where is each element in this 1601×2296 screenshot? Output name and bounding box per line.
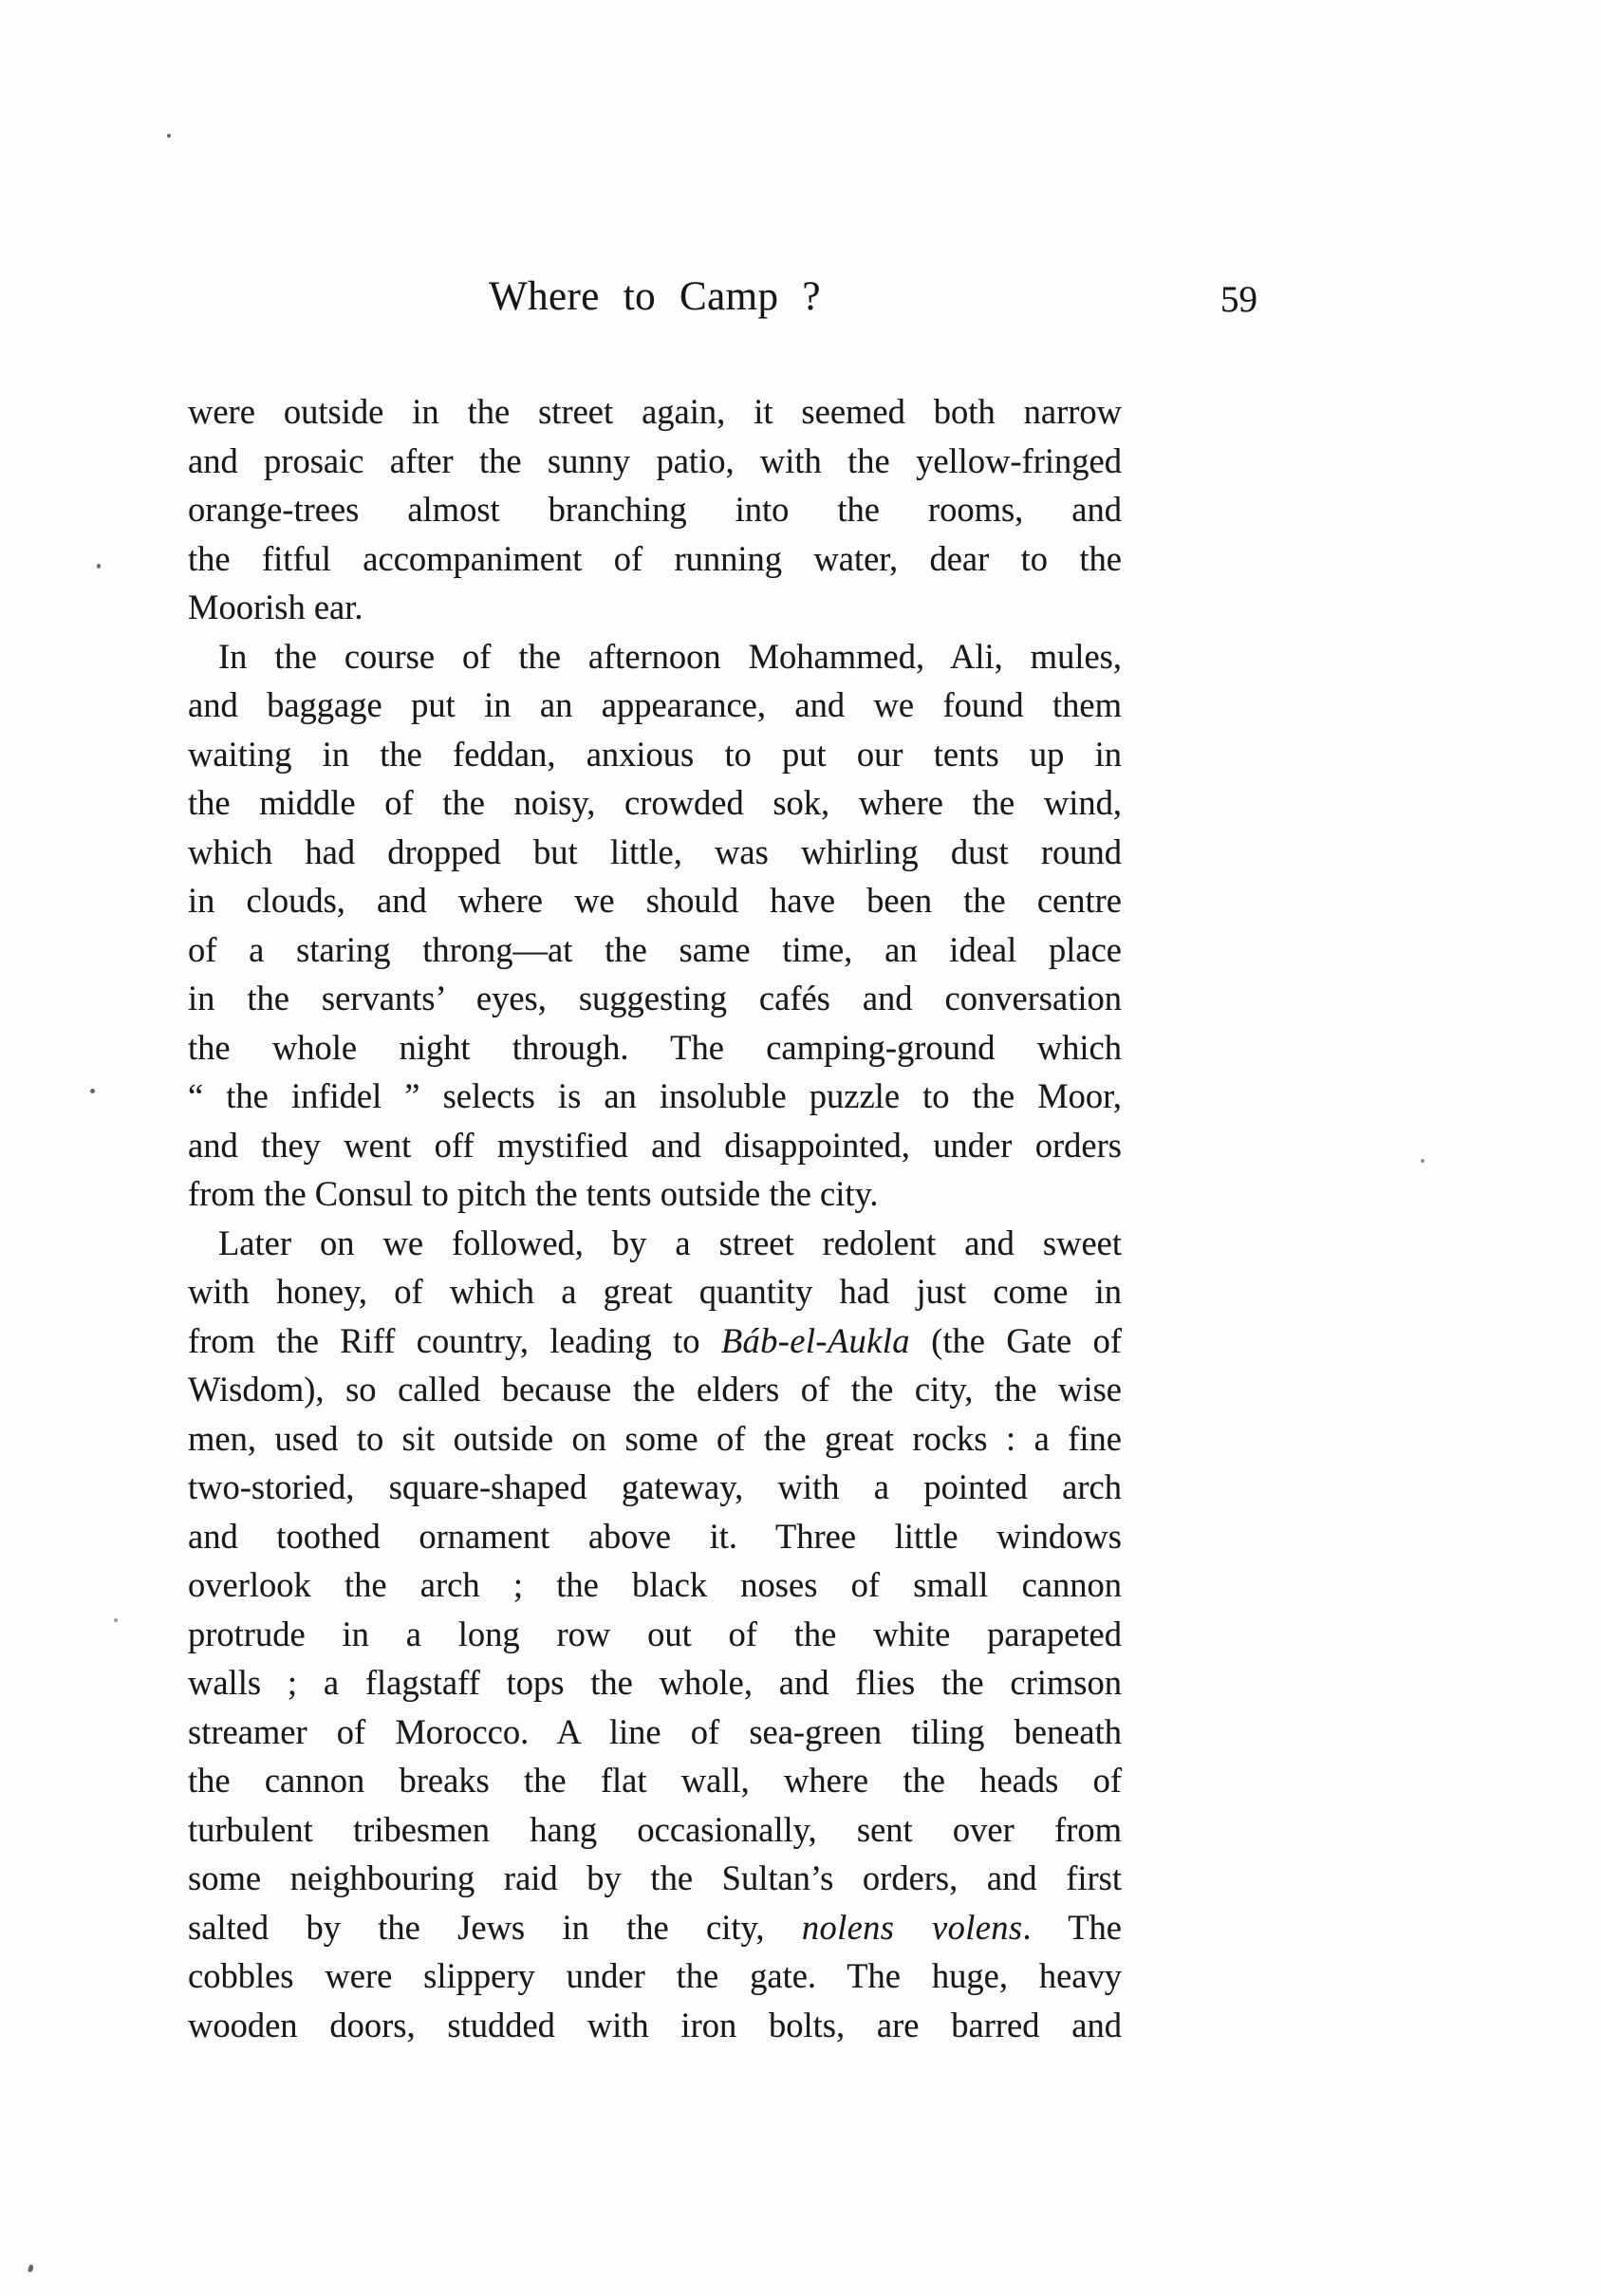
text-line: salted by the Jews in the city, nolens volens. The [188,1907,1122,1947]
text-line: some neighbouring raid by the Sultan’s orders, and first [188,1858,1122,1897]
text-line: men, used to sit outside on some of the great rocks : a fine [188,1418,1122,1458]
text-line: in clouds, and where we should have been the centre [188,881,1122,920]
scan-speck [28,2264,34,2272]
scan-speck [1421,1159,1424,1163]
running-header-title: Where to Camp ? [489,274,821,319]
text-line: turbulent tribesmen hang occasionally, sent over from [188,1809,1122,1849]
text-line: were outside in the street again, it seemed both narrow [188,392,1122,431]
text-line: and baggage put in an appearance, and we found them [188,685,1122,724]
text-line: cobbles were slippery under the gate. The huge, heavy [188,1956,1122,1995]
text-line: and prosaic after the sunny patio, with the yellow-fringed [188,440,1122,480]
text-line: from the Consul to pitch the tents outside the city. [188,1174,879,1213]
text-line: and toothed ornament above it. Three little windows [188,1516,1122,1556]
text-line: Later on we followed, by a street redolent and sweet [218,1223,1122,1262]
text-line: and they went off mystified and disappointed, under orders [188,1125,1122,1165]
text-line: overlook the arch ; the black noses of small cannon [188,1565,1122,1604]
text-line: Wisdom), so called because the elders of the city, the wise [188,1370,1122,1409]
text-line: from the Riff country, leading to Báb-el-Aukla (the Gate of [188,1320,1122,1360]
text-line: In the course of the afternoon Mohammed, Ali, mules, [218,636,1122,676]
page-body [188,387,1122,2049]
scan-speck [90,1089,95,1093]
text-line: orange-trees almost branching into the rooms, and [188,490,1122,529]
scan-speck [97,564,101,569]
text-line: “ the infidel ” selects is an insoluble puzzle to the Moor, [188,1076,1122,1115]
text-line: walls ; a flagstaff tops the whole, and flies the crimson [188,1663,1122,1702]
text-line: protrude in a long row out of the white parapeted [188,1614,1122,1653]
text-line: streamer of Morocco. A line of sea-green tiling beneath [188,1711,1122,1751]
text-line: two-storied, square-shaped gateway, with a pointed arch [188,1467,1122,1506]
text-line: with honey, of which a great quantity had just come in [188,1272,1122,1311]
text-line: of a staring throng—at the same time, an ideal place [188,929,1122,969]
text-line: waiting in the feddan, anxious to put our tents up in [188,734,1122,774]
text-line: the middle of the noisy, crowded sok, where the wind, [188,783,1122,822]
page-number: 59 [1220,279,1257,320]
text-line: wooden doors, studded with iron bolts, are barred and [188,2005,1122,2044]
text-line: the fitful accompaniment of running water, dear to the [188,538,1122,578]
text-line: in the servants’ eyes, suggesting cafés and conversation [188,979,1122,1017]
text-line: the cannon breaks the flat wall, where the heads of [188,1761,1122,1800]
scan-speck [114,1618,118,1622]
text-line: Moorish ear. [188,588,363,626]
scan-speck [167,134,171,138]
text-line: which had dropped but little, was whirling dust round [188,831,1122,871]
text-line: the whole night through. The camping-ground which [188,1027,1122,1067]
